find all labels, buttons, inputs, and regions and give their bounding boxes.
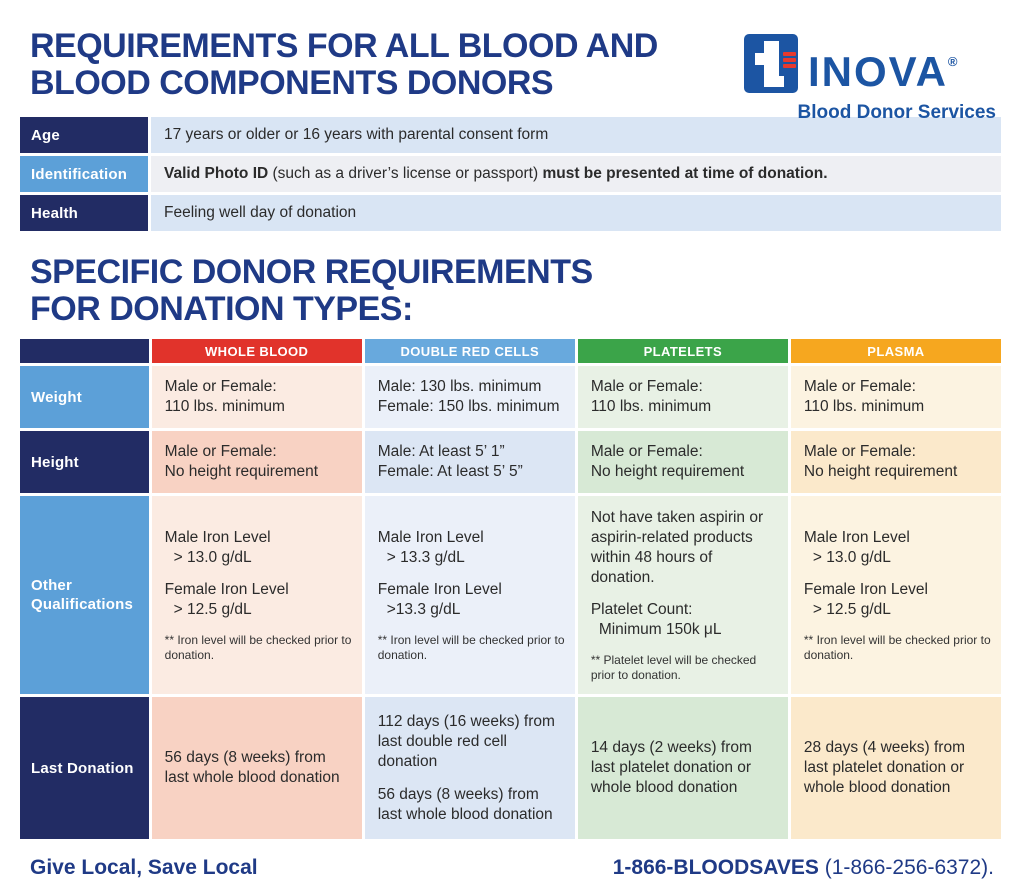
general-requirements-table	[17, 114, 1004, 234]
section-title	[30, 254, 1024, 328]
last-donation-label: Last Donation	[20, 697, 149, 839]
height-label: Height	[20, 431, 149, 493]
header-whole-blood: WHOLE BLOOD	[152, 339, 362, 363]
last-plasma: 28 days (4 weeks) from last platelet donation or whole blood donation	[791, 697, 1001, 839]
inova-wordmark: INOVA®	[808, 48, 958, 95]
weight-double-red-cells: Male: 130 lbs. minimum Female: 150 lbs. minimum	[365, 366, 575, 428]
other-whole-blood: Male Iron Level > 13.0 g/dL Female Iron Level > 12.5 g/dL ** Iron level will be checked prior to donation.	[152, 496, 362, 694]
identification-value: Valid Photo ID (such as a driver’s license or passport) must be presented at time of donation.	[151, 156, 1001, 192]
identification-label: Identification	[20, 156, 148, 192]
registered-mark: ®	[947, 54, 958, 69]
weight-whole-blood: Male or Female: 110 lbs. minimum	[152, 366, 362, 428]
row-weight	[20, 366, 1001, 428]
health-value: Feeling well day of donation	[151, 195, 1001, 231]
inova-logo	[744, 34, 996, 124]
row-last-donation	[20, 697, 1001, 839]
iron-note: ** Iron level will be checked prior to donation.	[803, 632, 991, 662]
other-double-red-cells: Male Iron Level > 13.3 g/dL Female Iron Level >13.3 g/dL ** Iron level will be checked prior to donation.	[365, 496, 575, 694]
donation-types-table	[17, 336, 1004, 842]
iron-note: ** Iron level will be checked prior to donation.	[377, 632, 565, 662]
tagline: Give Local, Save Local	[30, 856, 258, 879]
row-other-qualifications	[20, 496, 1001, 694]
last-whole-blood: 56 days (8 weeks) from last whole blood donation	[152, 697, 362, 839]
inova-logo-mark-icon	[744, 34, 798, 93]
other-plasma: Male Iron Level > 13.0 g/dL Female Iron Level > 12.5 g/dL ** Iron level will be checked prior to donation.	[791, 496, 1001, 694]
weight-plasma: Male or Female: 110 lbs. minimum	[791, 366, 1001, 428]
age-label: Age	[20, 117, 148, 153]
height-platelets: Male or Female: No height requirement	[578, 431, 788, 493]
main-title-line2: BLOOD COMPONENTS DONORS	[30, 64, 554, 102]
platelet-note: ** Platelet level will be checked prior to donation.	[590, 652, 757, 682]
header-double-red-cells: DOUBLE RED CELLS	[365, 339, 575, 363]
weight-platelets: Male or Female: 110 lbs. minimum	[578, 366, 788, 428]
header-plasma: PLASMA	[791, 339, 1001, 363]
row-height	[20, 431, 1001, 493]
header-empty-cell	[20, 339, 149, 363]
other-platelets: Not have taken aspirin or aspirin-related products within 48 hours of donation. Platelet Count: Minimum 150k μL ** Platelet level will be checked prior to donation.	[578, 496, 788, 694]
main-title-line1: REQUIREMENTS FOR ALL BLOOD AND	[30, 27, 658, 65]
height-whole-blood: Male or Female: No height requirement	[152, 431, 362, 493]
page-footer	[30, 856, 994, 880]
health-label: Health	[20, 195, 148, 231]
age-value: 17 years or older or 16 years with parental consent form	[151, 117, 1001, 153]
section-title-line2: FOR DONATION TYPES:	[30, 290, 413, 328]
section-title-line1: SPECIFIC DONOR REQUIREMENTS	[30, 253, 593, 291]
height-plasma: Male or Female: No height requirement	[791, 431, 1001, 493]
page-header	[0, 27, 1024, 123]
last-double-red-cells: 112 days (16 weeks) from last double red cell donation 56 days (8 weeks) from last whole blood donation	[365, 697, 575, 839]
logo-subtitle: Blood Donor Services	[797, 102, 996, 123]
donation-types-header-row	[20, 339, 1001, 363]
weight-label: Weight	[20, 366, 149, 428]
other-qualifications-label: Other Qualifications	[20, 496, 149, 694]
row-health	[20, 195, 1001, 231]
iron-note: ** Iron level will be checked prior to donation.	[164, 632, 352, 662]
phone-number: 1-866-BLOODSAVES (1-866-256-6372).	[612, 856, 994, 879]
last-platelets: 14 days (2 weeks) from last platelet donation or whole blood donation	[578, 697, 788, 839]
header-platelets: PLATELETS	[578, 339, 788, 363]
row-identification	[20, 156, 1001, 192]
height-double-red-cells: Male: At least 5’ 1” Female: At least 5’ 5”	[365, 431, 575, 493]
